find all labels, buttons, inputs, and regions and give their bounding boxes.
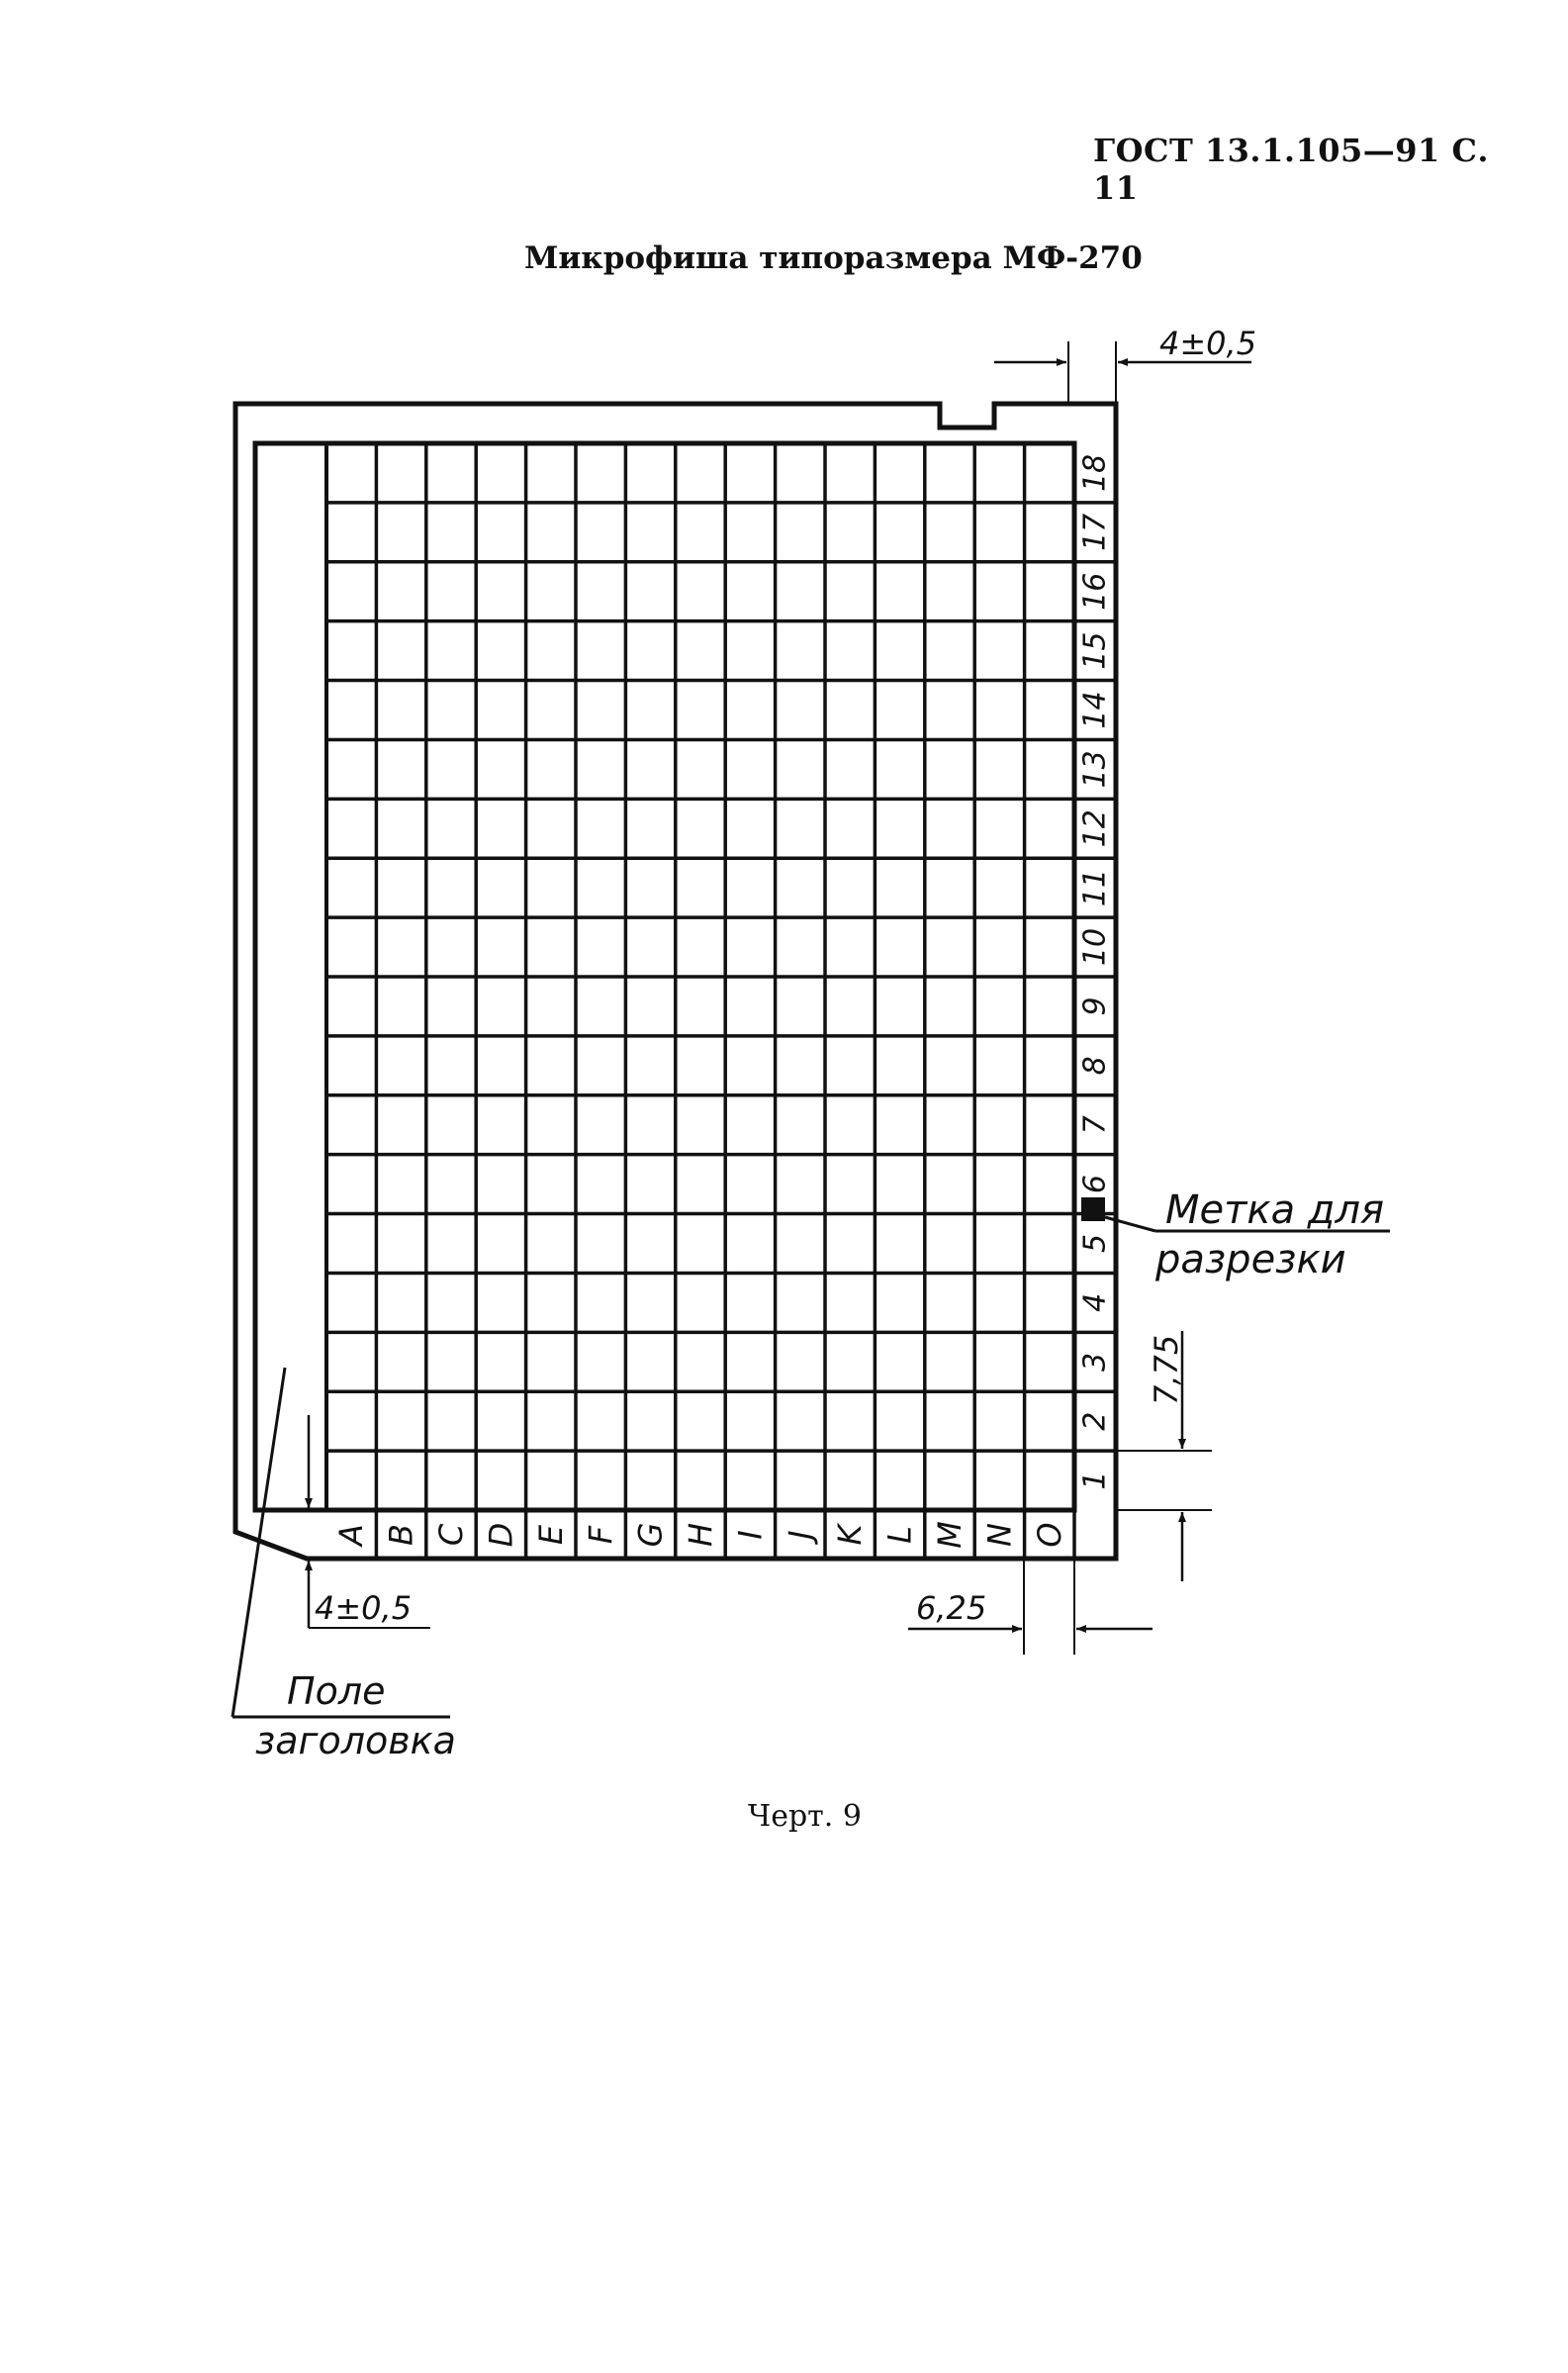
row-label: 6 xyxy=(1077,1175,1113,1194)
row-label: 11 xyxy=(1077,869,1113,907)
dim-col-label: 6,25 xyxy=(916,1589,987,1627)
row-label: 16 xyxy=(1077,572,1113,611)
row-label: 15 xyxy=(1077,631,1113,670)
header-field-label-line2: заголовка xyxy=(255,1719,456,1762)
column-label: A xyxy=(332,1524,371,1546)
row-label: 10 xyxy=(1077,927,1113,967)
cut-mark-label-line1: Метка для xyxy=(1165,1187,1385,1233)
column-label: C xyxy=(432,1523,470,1547)
column-label: O xyxy=(1030,1522,1068,1548)
row-label: 12 xyxy=(1077,809,1113,848)
header-field-label-line1: Поле xyxy=(287,1669,386,1713)
row-label: 3 xyxy=(1077,1352,1113,1372)
row-label: 5 xyxy=(1077,1233,1113,1254)
row-label: 7 xyxy=(1077,1115,1113,1135)
column-labels xyxy=(332,1521,1068,1549)
column-label: N xyxy=(980,1523,1019,1547)
row-labels xyxy=(1078,454,1113,1490)
dim-left-label: 4±0,5 xyxy=(315,1589,413,1627)
frame-grid xyxy=(326,443,1116,1559)
column-label: M xyxy=(931,1521,968,1549)
row-label: 2 xyxy=(1077,1411,1113,1431)
dim-row-label: 7,75 xyxy=(1148,1334,1185,1405)
row-label: 18 xyxy=(1077,453,1113,493)
column-label: G xyxy=(631,1522,670,1548)
column-label: J xyxy=(781,1530,819,1540)
column-label: K xyxy=(831,1524,870,1546)
column-label: H xyxy=(682,1522,719,1548)
column-label: E xyxy=(531,1524,570,1546)
cut-mark xyxy=(1081,1197,1105,1221)
row-label: 8 xyxy=(1077,1056,1113,1076)
dim-top-label: 4±0,5 xyxy=(1159,325,1257,362)
row-label: 13 xyxy=(1077,750,1113,789)
cut-mark-leader xyxy=(1105,1217,1155,1231)
figure-caption: Черт. 9 xyxy=(748,1799,862,1834)
column-label: F xyxy=(582,1525,620,1545)
figure-title: Микрофиша типоразмера МФ-270 xyxy=(524,240,1143,276)
column-label: L xyxy=(880,1526,919,1544)
column-label: I xyxy=(731,1530,770,1540)
column-label: D xyxy=(482,1522,520,1548)
row-label: 9 xyxy=(1077,997,1113,1016)
row-label: 14 xyxy=(1077,691,1113,729)
document-reference: ГОСТ 13.1.105—91 С. 11 xyxy=(1093,132,1490,207)
column-label: B xyxy=(382,1524,420,1546)
header-field-leader xyxy=(232,1368,285,1717)
cut-mark-label-line2: разрезки xyxy=(1155,1237,1346,1282)
row-label: 4 xyxy=(1077,1292,1113,1312)
row-label: 17 xyxy=(1077,513,1113,551)
row-label: 1 xyxy=(1077,1471,1113,1490)
